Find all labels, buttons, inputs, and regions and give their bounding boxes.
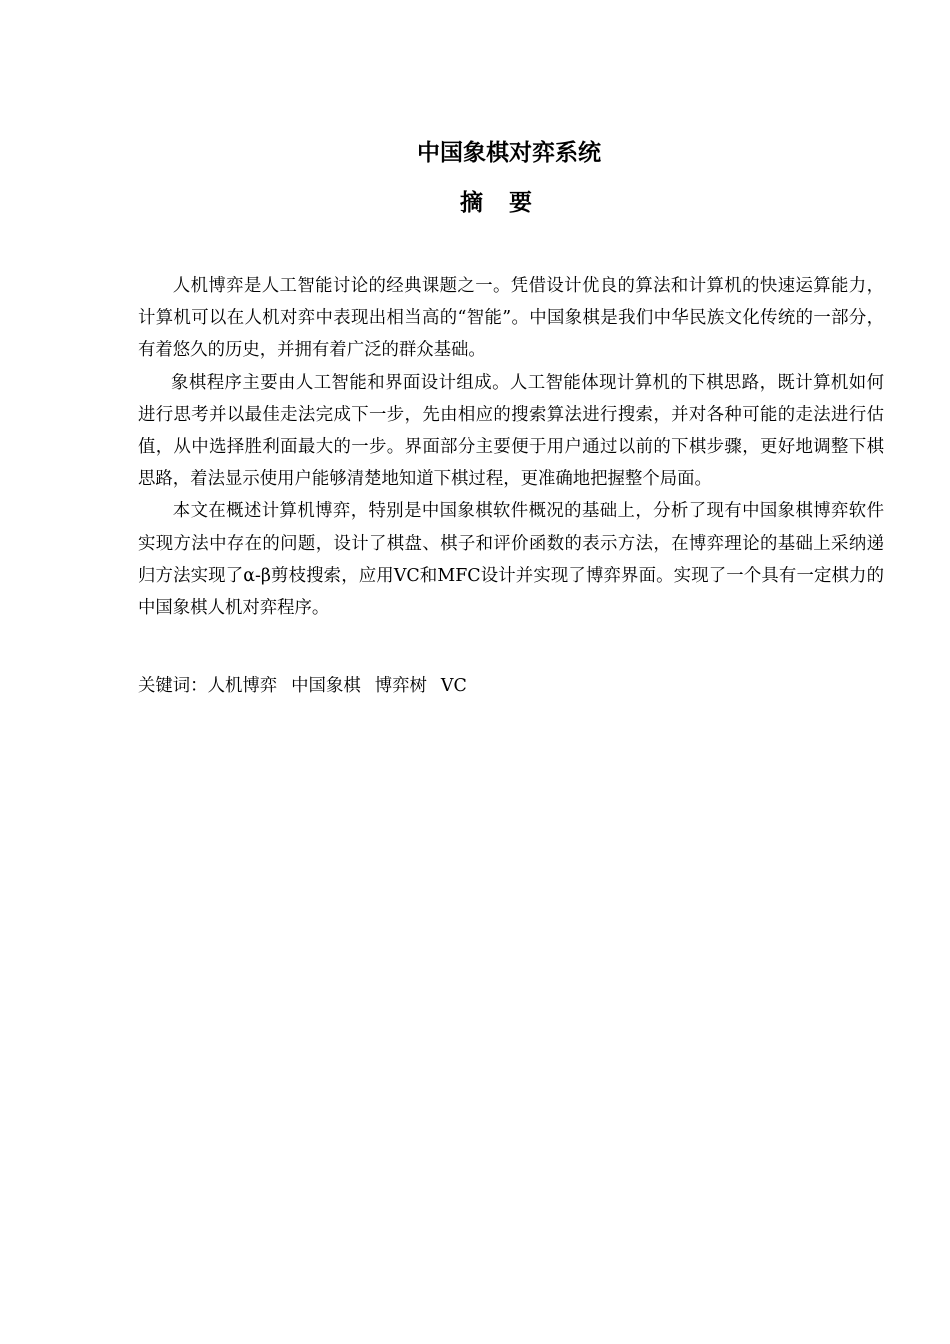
keyword: 博弈树 <box>374 676 427 696</box>
keyword: 中国象棋 <box>291 676 361 696</box>
document-title: 中国象棋对弈系统 <box>417 140 601 166</box>
abstract-paragraph-1: 人机博弈是人工智能讨论的经典课题之一。凭借设计优良的算法和计算机的快速运算能力，计算机可以在人机对弈中表现出相当高的“智能”。中国象棋是我们中华民族文化传统的一部分，有着悠久的历史，并拥有着广泛的群众基础。 <box>138 276 884 361</box>
keywords-line <box>138 670 481 702</box>
keyword: 人机博弈 <box>207 676 278 696</box>
abstract-paragraph-3: 本文在概述计算机博弈，特别是中国象棋软件概况的基础上，分析了现有中国象棋博弈软件实现方法中存在的问题，设计了棋盘、棋子和评价函数的表示方法，在博弈理论的基础上采纳递归方法实现了α-β剪枝搜索，应用VC和MFC设计并实现了博弈界面。实现了一个具有一定棋力的中国象棋人机对弈程序。 <box>138 501 884 619</box>
keywords-label: 关键词： <box>138 676 208 696</box>
abstract-heading: 摘要 <box>460 190 558 216</box>
abstract-body <box>138 270 884 624</box>
abstract-paragraph-2: 象棋程序主要由人工智能和界面设计组成。人工智能体现计算机的下棋思路，既计算机如何进行思考并以最佳走法完成下一步，先由相应的搜索算法进行搜索，并对各种可能的走法进行估值，从中选择胜利面最大的一步。界面部分主要便于用户通过以前的下棋步骤，更好地调整下棋思路，着法显示使用户能够清楚地知道下棋过程，更准确地把握整个局面。 <box>138 372 884 490</box>
keyword: VC <box>440 676 467 696</box>
